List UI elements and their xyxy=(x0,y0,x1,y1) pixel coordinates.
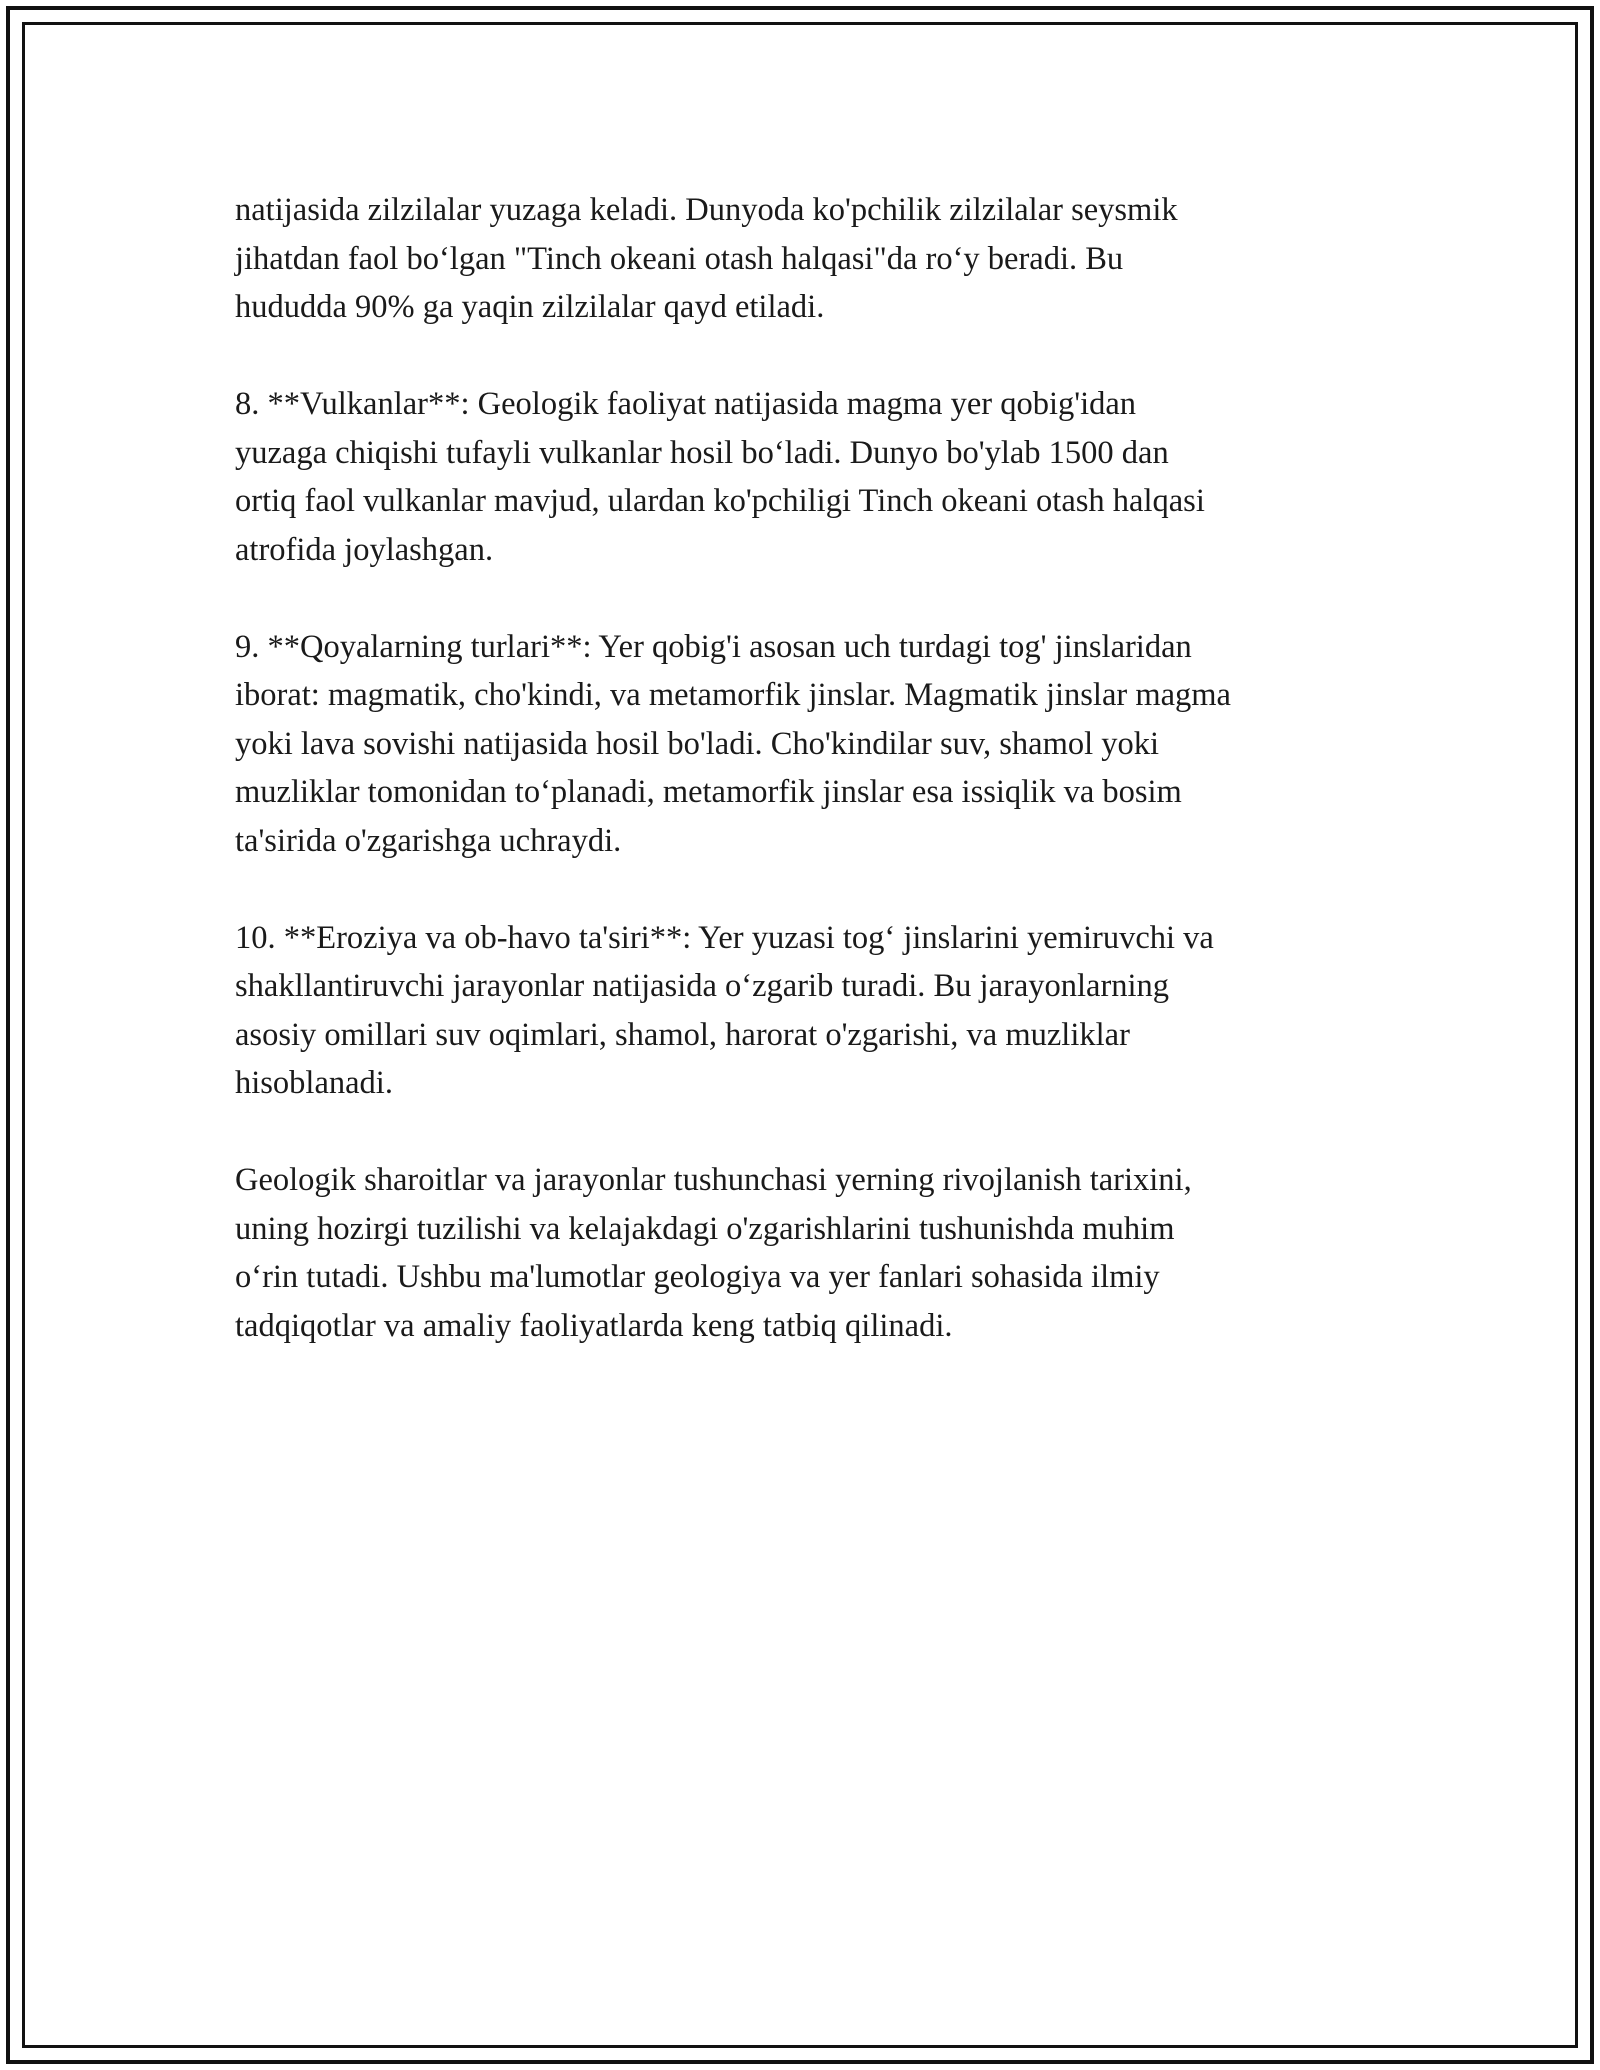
document-body xyxy=(235,186,1385,1399)
text-line: jihatdan faol bo‘lgan "Tinch okeani otash halqasi"da ro‘y beradi. Bu xyxy=(235,240,1124,277)
text-line: tadqiqotlar va amaliy faoliyatlarda keng tatbiq qilinadi. xyxy=(235,1307,953,1344)
text-line: uning hozirgi tuzilishi va kelajakdagi o'zgarishlarini tushunishda muhim xyxy=(235,1210,1175,1247)
paragraph-conclusion xyxy=(235,1156,1385,1350)
text-line: hisoblanadi. xyxy=(235,1065,393,1101)
text-line: shakllantiruvchi jarayonlar natijasida o‘zgarib turadi. Bu jarayonlarning xyxy=(235,968,1170,1004)
text-line: yuzaga chiqishi tufayli vulkanlar hosil bo‘ladi. Dunyo bo'ylab 1500 dan xyxy=(235,434,1169,471)
text-line: asosiy omillari suv oqimlari, shamol, harorat o'zgarishi, va muzliklar xyxy=(235,1016,1130,1053)
text-line: muzliklar tomonidan to‘planadi, metamorfik jinslar esa issiqlik va bosim xyxy=(235,774,1182,810)
text-line: ta'sirida o'zgarishga uchraydi. xyxy=(235,822,622,859)
text-line: iborat: magmatik, cho'kindi, va metamorfik jinslar. Magmatik jinslar magma xyxy=(235,677,1231,713)
text-line: Geologik sharoitlar va jarayonlar tushunchasi yerning rivojlanish tarixini, xyxy=(235,1162,1192,1198)
text-line: 10. **Eroziya va ob-havo ta'siri**: Yer yuzasi tog‘ jinslarini yemiruvchi va xyxy=(235,919,1214,956)
text-line: hududda 90% ga yaqin zilzilalar qayd etiladi. xyxy=(235,289,825,325)
paragraph-rock-types xyxy=(235,623,1385,866)
text-line: yoki lava sovishi natijasida hosil bo'ladi. Cho'kindilar suv, shamol yoki xyxy=(235,725,1160,762)
paragraph-earthquakes xyxy=(235,186,1385,332)
text-line: o‘rin tutadi. Ushbu ma'lumotlar geologiya va yer fanlari sohasida ilmiy xyxy=(235,1259,1160,1295)
text-line: atrofida joylashgan. xyxy=(235,531,494,568)
paragraph-erosion xyxy=(235,914,1385,1108)
text-line: natijasida zilzilalar yuzaga keladi. Dunyoda ko'pchilik zilzilalar seysmik xyxy=(235,192,1178,228)
paragraph-volcanoes xyxy=(235,380,1385,574)
text-line: 9. **Qoyalarning turlari**: Yer qobig'i asosan uch turdagi tog' jinslaridan xyxy=(235,628,1192,665)
text-line: ortiq faol vulkanlar mavjud, ulardan ko'pchiligi Tinch okeani otash halqasi xyxy=(235,483,1205,519)
text-line: 8. **Vulkanlar**: Geologik faoliyat natijasida magma yer qobig'idan xyxy=(235,386,1137,422)
